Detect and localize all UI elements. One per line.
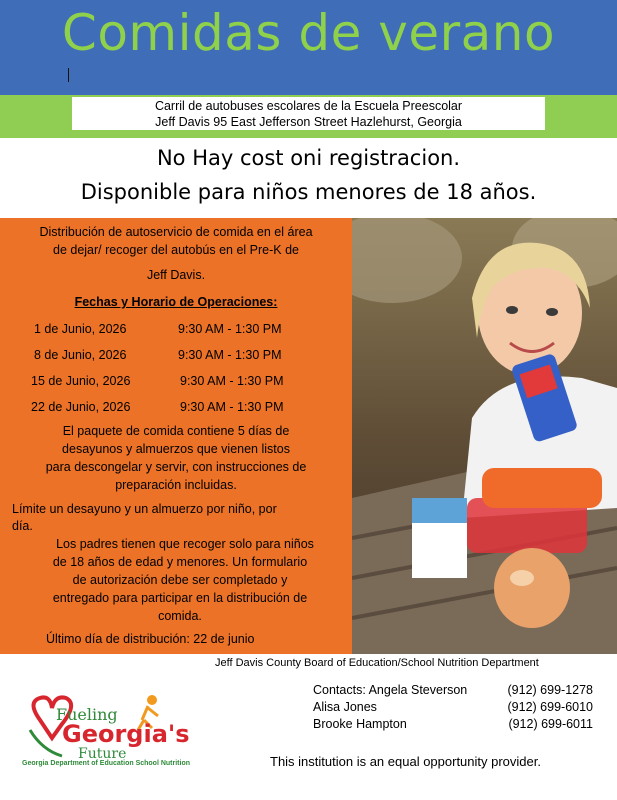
schedule-date: 1 de Junio, 2026	[34, 322, 127, 336]
contact-row	[313, 682, 593, 699]
contact-name: Contacts: Angela Steverson	[313, 683, 468, 697]
logo-word-fueling: Fueling	[56, 705, 118, 724]
contact-row	[313, 699, 593, 716]
schedule-time: 9:30 AM - 1:30 PM	[178, 322, 282, 336]
notice-no-cost: No Hay cost oni registracion.	[156, 146, 461, 170]
contacts-list	[313, 682, 593, 733]
child-with-meal-photo	[352, 218, 617, 654]
logo-word-georgias: Georgia's	[62, 720, 190, 748]
equal-opportunity-statement: This institution is an equal opportunity provider.	[270, 754, 541, 769]
notice-age-limit: Disponible para niños menores de 18 años.	[80, 180, 537, 204]
schedule-time: 9:30 AM - 1:30 PM	[180, 400, 284, 414]
schedule-date: 22 de Junio, 2026	[31, 400, 131, 414]
contact-phone: (912) 699-6010	[507, 700, 593, 714]
schedule-heading: Fechas y Horario de Operaciones:	[74, 295, 278, 309]
package-line-3: para descongelar y servir, con instrucciones de	[45, 460, 307, 474]
logo-subtitle: Georgia Department of Education School Nutrition	[22, 760, 191, 767]
package-line-4: preparación incluidas.	[115, 478, 237, 492]
limit-line-1: Límite un desayuno y un almuerzo por niño, por	[12, 502, 277, 516]
intro-line-1: Distribución de autoservicio de comida en el área	[39, 225, 313, 239]
address-line-1: Carril de autobuses escolares de la Escuela Preescolar	[154, 99, 463, 113]
fueling-georgias-future-logo	[22, 690, 212, 770]
parents-line-3: de autorización debe ser completado y	[72, 573, 288, 587]
schedule-time: 9:30 AM - 1:30 PM	[180, 374, 284, 388]
logo-graphic	[22, 690, 212, 762]
department-name: Jeff Davis County Board of Education/School Nutrition Department	[215, 657, 539, 669]
photo-illustration	[352, 218, 617, 654]
limit-line-2: día.	[12, 519, 33, 533]
contact-phone: (912) 699-1278	[507, 683, 593, 697]
page-title: Comidas de verano	[61, 4, 556, 62]
contact-row	[313, 716, 593, 733]
text-cursor-mark	[68, 68, 69, 82]
last-distribution-day: Último día de distribución: 22 de junio	[46, 632, 255, 646]
address-box	[72, 97, 545, 130]
parents-line-4: entregado para participar en la distribución de	[52, 591, 308, 605]
package-line-2: desayunos y almuerzos que vienen listos	[62, 442, 290, 456]
schedule-time: 9:30 AM - 1:30 PM	[178, 348, 282, 362]
header-banner	[0, 0, 617, 95]
parents-line-5: comida.	[158, 609, 202, 623]
info-panel	[0, 218, 352, 654]
parents-line-2: de 18 años de edad y menores. Un formulario	[52, 555, 308, 569]
address-line-2: Jeff Davis 95 East Jefferson Street Hazlehurst, Georgia	[155, 115, 462, 129]
schedule-date: 15 de Junio, 2026	[31, 374, 131, 388]
contact-name: Alisa Jones	[313, 700, 377, 714]
intro-line-2: de dejar/ recoger del autobús en el Pre-K de	[53, 243, 299, 257]
contact-name: Brooke Hampton	[313, 717, 407, 731]
contact-phone: (912) 699-6011	[508, 717, 593, 731]
parents-line-1: Los padres tienen que recoger solo para niños	[56, 537, 314, 551]
schedule-date: 8 de Junio, 2026	[34, 348, 127, 362]
logo-word-future: Future	[78, 746, 127, 762]
intro-line-3: Jeff Davis.	[146, 268, 206, 282]
package-line-1: El paquete de comida contiene 5 días de	[62, 424, 290, 438]
